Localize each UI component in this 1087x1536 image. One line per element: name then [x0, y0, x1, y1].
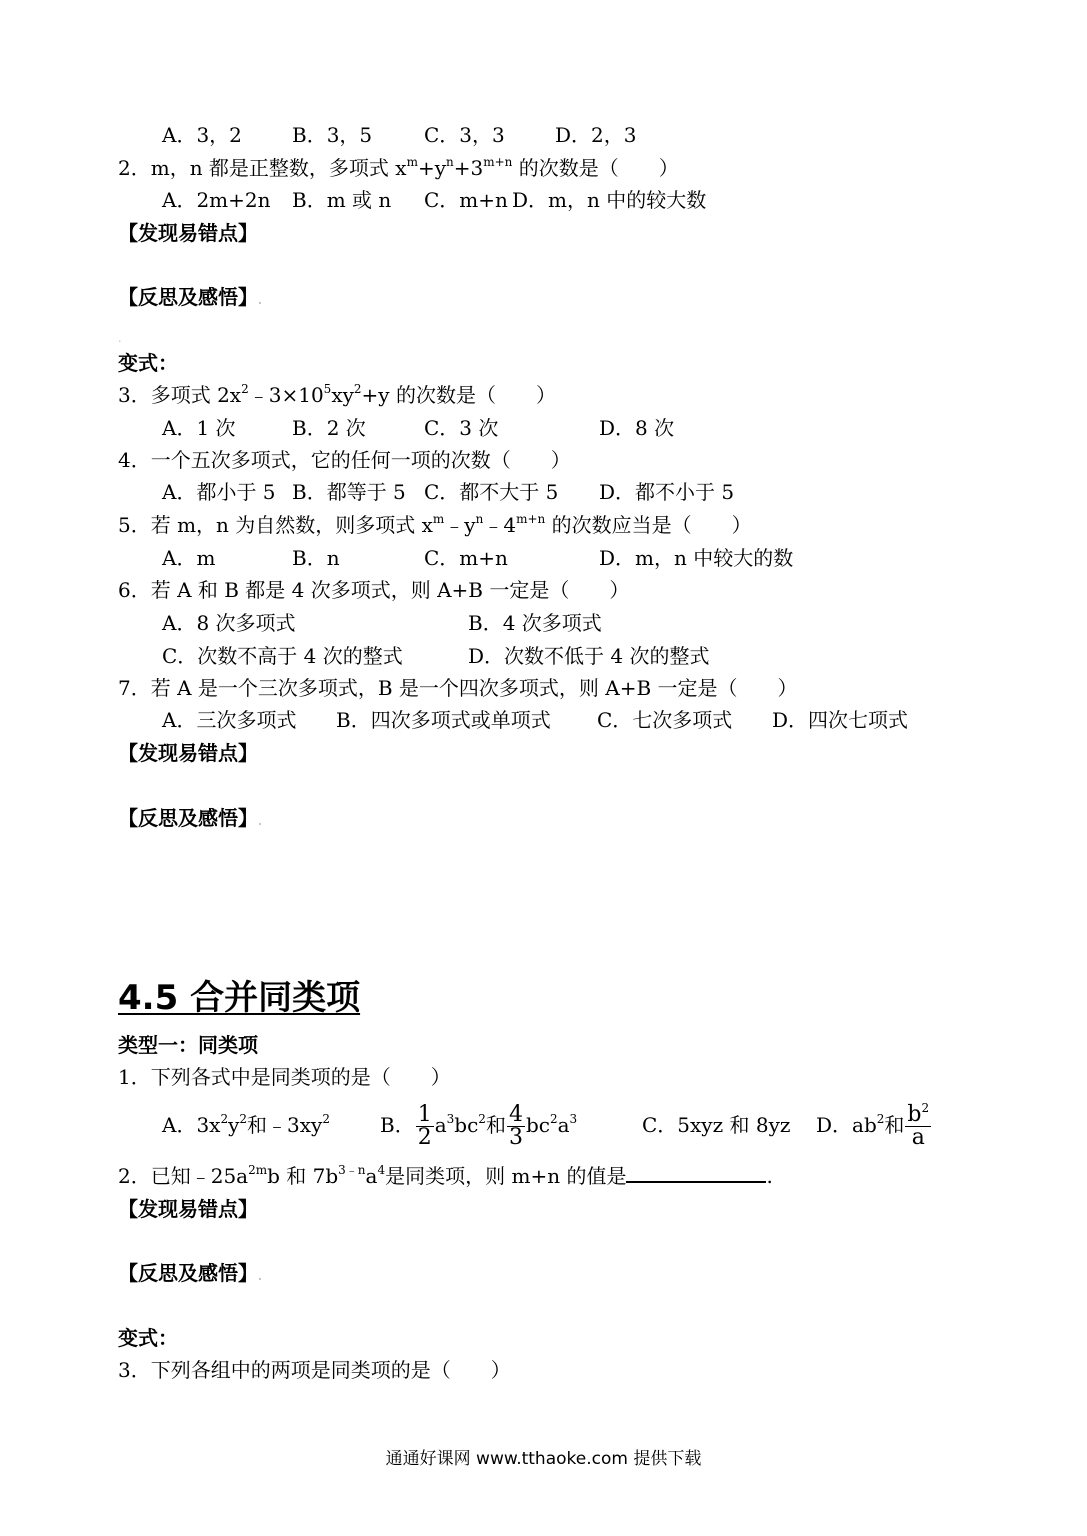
q3-stem: 3．多项式 $2x^2﹣3\times 10^5xy^2+y$ 的次数是（ ）: [118, 382, 556, 407]
footer-credit: 通通好课网 www.tthaoke.com 提供下载: [385, 1449, 702, 1469]
variant-heading-2: 变式：: [118, 1326, 178, 1350]
q1-option-a: A．3，2: [162, 123, 242, 147]
s1-option-d: D．$ab^2$和 $\frac{b^2}{a}$: [816, 1101, 930, 1150]
fraction-b2-over-a: $\frac{b^2}{a}$: [907, 1101, 930, 1150]
q7-option-c: C．七次多项式: [597, 708, 733, 732]
errors-heading-1: 【发现易错点】: [118, 221, 258, 245]
s3-stem: 3．下列各组中的两项是同类项的是（ ）: [118, 1358, 511, 1382]
q2-stem: 2．m，n 都是正整数，多项式 $x^m+y^n+3^{m+n}$ 的次数是（ ）: [118, 155, 679, 180]
q6-option-d: D．次数不低于 4 次的整式: [468, 644, 710, 668]
reflect-heading-3: 【反思及感悟】.: [118, 1261, 262, 1285]
s1-option-c: C．5xyz 和 8yz: [642, 1113, 791, 1137]
q2-option-d: D．m，n 中的较大数: [512, 188, 707, 212]
q2-option-a: A．2m+2n: [162, 188, 271, 212]
q6-stem: 6．若 A 和 B 都是 4 次多项式，则 A+B 一定是（ ）: [118, 578, 630, 602]
q4-option-d: D．都不小于 5: [599, 480, 735, 504]
s1-option-a: A．$3x^2y^2$和$﹣3xy^2$: [162, 1112, 330, 1137]
fraction-one-half: $\frac{1}{2}$: [417, 1102, 432, 1150]
q5-option-d: D．m，n 中较大的数: [599, 546, 794, 570]
q5-option-c: C．m+n: [424, 546, 508, 570]
s2-stem: 2．已知$﹣25a^{2m}b$ 和 $7b^{3﹣n}a^4$是同类项，则 m+n 的值是 .: [118, 1163, 773, 1188]
q5-option-a: A．m: [162, 546, 216, 570]
q3-option-c: C．3 次: [424, 416, 499, 440]
s1-options: [162, 1101, 932, 1149]
q4-option-c: C．都不大于 5: [424, 480, 559, 504]
fraction-four-thirds: $\frac{4}{3}$: [508, 1102, 523, 1150]
q4-options: [162, 479, 734, 505]
q1-option-b: B．3，5: [292, 123, 373, 147]
q7-option-b: B．四次多项式或单项式: [336, 708, 551, 732]
answer-blank[interactable]: [626, 1163, 766, 1183]
stray-mark-1: .: [118, 332, 122, 345]
q2-option-c: C．m+n: [424, 188, 508, 212]
q3-option-b: B．2 次: [292, 416, 366, 440]
q6-option-b: B．4 次多项式: [468, 611, 602, 635]
q7-stem: 7．若 A 是一个三次多项式，B 是一个四次多项式，则 A+B 一定是（ ）: [118, 676, 798, 700]
q2-option-b: B．m 或 n: [292, 188, 392, 212]
q1-option-d: D．2，3: [555, 123, 637, 147]
q6-option-a: A．8 次多项式: [162, 611, 296, 635]
s1-option-b: B． $\frac{1}{2}$ $a^3bc^2$和 $\frac{4}{3}$ $bc^2a^3$: [380, 1102, 578, 1150]
s1-stem: 1．下列各式中是同类项的是（ ）: [118, 1065, 451, 1089]
q4-stem: 4．一个五次多项式，它的任何一项的次数（ ）: [118, 448, 571, 472]
q1-option-c: C．3，3: [424, 123, 505, 147]
q5-stem: 5．若 m，n 为自然数，则多项式 $x^m﹣y^n﹣4^{m+n}$ 的次数应当是（ ）: [118, 512, 752, 537]
q6-options-row2: [162, 643, 709, 669]
q3-option-a: A．1 次: [162, 416, 236, 440]
type1-heading: 类型一：同类项: [118, 1033, 258, 1057]
q7-option-d: D．四次七项式: [772, 708, 909, 732]
reflect-heading-2: 【反思及感悟】.: [118, 806, 262, 830]
q7-option-a: A．三次多项式: [162, 708, 297, 732]
variant-heading-1: 变式：: [118, 351, 178, 375]
q5-option-b: B．n: [292, 546, 340, 570]
q3-options: [162, 415, 674, 441]
errors-heading-3: 【发现易错点】: [118, 1197, 258, 1221]
reflect-heading-1: 【反思及感悟】.: [118, 285, 262, 309]
q3-option-d: D．8 次: [599, 416, 675, 440]
q1-options: [162, 122, 636, 148]
q6-option-c: C．次数不高于 4 次的整式: [162, 644, 403, 668]
errors-heading-2: 【发现易错点】: [118, 741, 258, 765]
q4-option-b: B．都等于 5: [292, 480, 406, 504]
q2-options: [162, 187, 706, 213]
q5-options: [162, 545, 793, 571]
q4-option-a: A．都小于 5: [162, 480, 276, 504]
q7-options: [162, 707, 908, 733]
q6-options-row1: [162, 610, 602, 636]
section-title: 4.5 合并同类项: [118, 978, 361, 1018]
